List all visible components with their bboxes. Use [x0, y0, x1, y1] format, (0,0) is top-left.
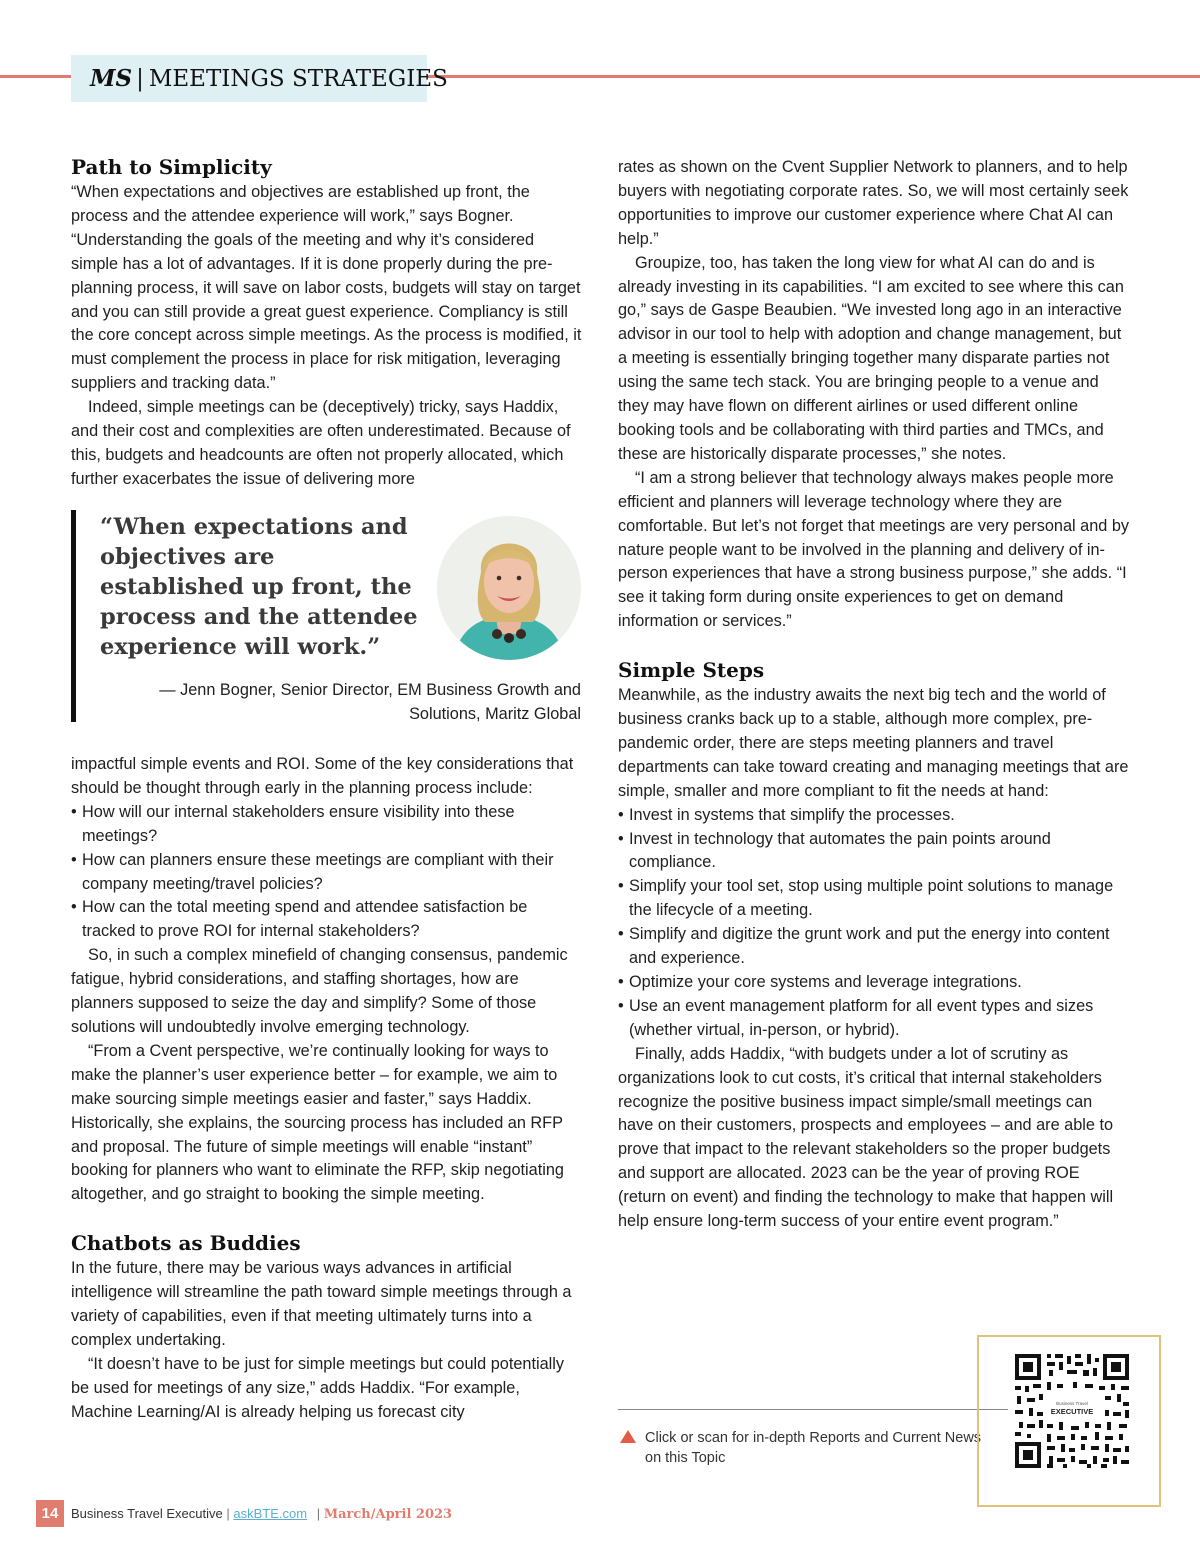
triangle-up-icon [620, 1430, 636, 1443]
list-item: • Simplify your tool set, stop using multiple point solutions to manage the lifecycle of a meeting. [618, 875, 1130, 923]
paragraph: “When expectations and objectives are established up front, the process and the attendee experience will work,” says Bogner. “Understanding the goals of the meeting and why it’s considered simple has a lot of advantages. If it is done properly during the pre-planning process, it will save on labor costs, budgets will stay on target and you can still provide a great guest experience. Compliancy is still the core concept across simple meetings. As the process is modified, it must complement the process in place for risk mitigation, leveraging suppliers and tracking data.” [71, 183, 582, 393]
qr-logo-big: EXECUTIVE [1050, 1407, 1094, 1416]
list-item: • Invest in systems that simplify the processes. [618, 804, 1130, 828]
paragraph: In the future, there may be various ways advances in artificial intelligence will streamline the path toward simple meetings through a variety of capabilities, even if that meeting ultimately turns into a complex undertaking. [71, 1259, 572, 1349]
header-rule-right [427, 75, 1200, 78]
paragraph: impactful simple events and ROI. Some of the key considerations that should be thought through early in the planning process include: [71, 755, 574, 797]
footer-separator: | [316, 1506, 321, 1521]
list-item: • How can planners ensure these meetings are compliant with their company meeting/travel policies? [71, 849, 583, 897]
paragraph: Meanwhile, as the industry awaits the next big tech and the world of business cranks back up to a stable, although more complex, pre-pandemic order, there are steps meeting planners and travel departments can take toward creating and managing meetings that are simple, smaller and more compliant to fit the needs at hand: [618, 686, 1129, 800]
cta-divider [618, 1409, 1008, 1410]
pull-quote [71, 510, 583, 722]
left-column-bottom [71, 753, 583, 1425]
website-link[interactable]: askBTE.com [233, 1506, 308, 1521]
right-column [618, 156, 1130, 1234]
pull-quote-attribution: — Jenn Bogner, Senior Director, EM Business Growth and Solutions, Maritz Global [159, 681, 581, 723]
paragraph: rates as shown on the Cvent Supplier Network to planners, and to help buyers with negotiating corporate rates. So, we will most certainly seek opportunities to improve our customer experience where Chat AI can help.” [618, 158, 1129, 248]
qr-code[interactable] [1013, 1352, 1131, 1470]
paragraph: “It doesn’t have to be just for simple meetings but could potentially be used for meetings of any size,” adds Haddix. “For example, Machine Learning/AI is already helping us forecast city [71, 1354, 565, 1421]
pull-quote-bar [71, 510, 76, 722]
header-rule-left [0, 75, 71, 78]
list-item: • Invest in technology that automates the pain points around compliance. [618, 828, 1130, 876]
footer [71, 1506, 452, 1522]
list-item: • How can the total meeting spend and attendee satisfaction be tracked to prove ROI for internal stakeholders? [71, 896, 583, 944]
paragraph: So, in such a complex minefield of changing consensus, pandemic fatigue, hybrid considerations, and staffing shortages, how are planners supposed to seize the day and simplify? Some of those solutions will undoubtedly involve emerging technology. [71, 946, 568, 1036]
pull-quote-text: “When expectations and objectives are established up front, the process and the attendee experience will work.” [100, 514, 418, 660]
section-header [71, 55, 448, 102]
heading-simple-steps: Simple Steps [618, 658, 765, 683]
paragraph: “From a Cvent perspective, we’re continually looking for ways to make the planner’s user experience better – for example, we aim to make sourcing simple meetings easier and faster,” says Haddix. Historically, she explains, the sourcing process has included an RFP and proposal. The future of simple meetings will enable “instant” booking for planners who want to eliminate the RFP, skip negotiating altogether, and go straight to booking the simple meeting. [71, 1041, 564, 1204]
paragraph: Groupize, too, has taken the long view for what AI can do and is already investing in its capabilities. “I am excited to see where this can go,” says de Gaspe Beaubien. “We invested long ago in an interactive advisor in our tool to help with adoption and change management, but a meeting is essentially bringing together many disparate parties not using the same tech stack. You are bringing people to a venue and they may have flown on different airlines or used different online booking tools and be collaborating with third parties and TMCs, and these are historically disparate processes,” she notes. [618, 253, 1124, 463]
list-item: • How will our internal stakeholders ensure visibility into these meetings? [71, 801, 583, 849]
list-item: • Simplify and digitize the grunt work and put the energy into content and experience. [618, 923, 1130, 971]
qr-logo-small: Business Travel [1056, 1401, 1088, 1406]
cta-link-text[interactable]: Click or scan for in-depth Reports and Current News on this Topic [645, 1430, 982, 1466]
paragraph: Finally, adds Haddix, “with budgets under a lot of scrutiny as organizations look to cut costs, it’s critical that internal stakeholders recognize the positive business impact simple/small meetings can have on their customers, prospects and employees – and are able to prove that impact to the relevant stakeholders so the proper budgets and support are allocated. 2023 can be the year of proving ROE (return on event) and finding the technology to make that happen will help ensure long-term success of your entire event program.” [618, 1044, 1114, 1231]
heading-chatbots-as-buddies: Chatbots as Buddies [71, 1231, 301, 1256]
page-number: 14 [36, 1500, 64, 1527]
paragraph: “I am a strong believer that technology always makes people more efficient and planners will leverage technology where they are comfortable. But let’s not forget that meetings are very personal and by nature people want to be involved in the planning and delivery of in-person experiences that have a strong business purpose,” she adds. “I see it taking form during onsite experiences to get on demand information or services.” [618, 468, 1130, 631]
steps-list [618, 804, 1130, 1043]
footer-separator: | [226, 1506, 230, 1521]
list-item: • Optimize your core systems and leverage integrations. [618, 971, 1130, 995]
section-separator: | [136, 65, 144, 92]
publication-name: Business Travel Executive [71, 1506, 223, 1521]
portrait-photo [437, 516, 581, 660]
heading-path-to-simplicity: Path to Simplicity [71, 155, 272, 179]
issue-date: March/April 2023 [323, 1507, 453, 1522]
section-abbr: MS [90, 65, 133, 92]
list-item: • Use an event management platform for all event types and sizes (whether virtual, in-person, or hybrid). [618, 995, 1130, 1043]
left-column-top [71, 153, 583, 492]
section-title: MEETINGS STRATEGIES [148, 65, 448, 92]
considerations-list [71, 801, 583, 944]
paragraph: Indeed, simple meetings can be (deceptively) tricky, says Haddix, and their cost and complexities are often underestimated. Because of this, budgets and headcounts are often not properly allocated, which further exacerbates the issue of delivering more [71, 398, 571, 488]
